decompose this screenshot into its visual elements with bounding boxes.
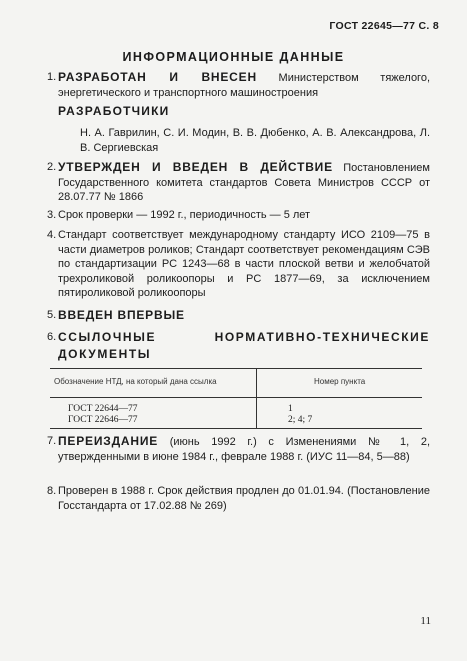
page-title: ИНФОРМАЦИОННЫЕ ДАННЫЕ [122,50,345,64]
item-lead: ВВЕДЕН ВПЕРВЫЕ [58,308,185,322]
item-lead: УТВЕРЖДЕН И ВВЕДЕН В ДЕЙСТВИЕ [58,160,333,174]
item-number: 2. [47,161,57,173]
table-cell-clause: 1 [288,404,293,414]
standard-header: ГОСТ 22645—77 С. 8 [329,20,439,32]
item-lead: ССЫЛОЧНЫЕ НОРМАТИВНО-ТЕХНИЧЕСКИЕ ДОКУМЕНТЫ [58,330,430,361]
item-number: 4. [47,229,57,241]
table-cell-doc: ГОСТ 22646—77 [68,415,138,425]
item-7 [47,434,430,464]
item-number: 3. [47,209,57,221]
item-6 [47,329,430,363]
table-col2-header: Номер пункта [314,377,366,386]
item-lead: РАЗРАБОТАН И ВНЕСЕН [58,70,257,84]
table-cell-clause: 2; 4; 7 [288,415,313,425]
table-bottom-rule [50,428,422,429]
table-col1-header: Обозначение НТД, на который дана ссылка [54,377,217,386]
item-lead: ПЕРЕИЗДАНИЕ [58,434,159,448]
item-text: Постановлением Государственного комитета стандартов Совета Министров СССР от 28.07.77 № 1866 [58,162,430,203]
item-text: Срок проверки — 1992 г., периодичность — 5 лет [58,209,311,221]
table-cell-doc: ГОСТ 22644—77 [68,404,138,414]
page-number: 11 [420,615,431,627]
item-text: Проверен в 1988 г. Срок действия продлен до 01.01.94. (Постановление Госстандарта от 17.02.88 № 269) [58,485,430,512]
table-top-rule [50,368,422,369]
item-4 [47,228,430,301]
item-3 [47,208,430,223]
table-header-rule [50,397,422,398]
item-8 [47,484,430,513]
item-number: 7. [47,435,57,447]
developers-label: РАЗРАБОТЧИКИ [58,104,170,118]
item-2 [47,160,430,205]
item-number: 1. [47,71,57,83]
item-number: 8. [47,485,57,497]
table-column-divider [256,368,257,428]
item-1 [47,70,430,100]
item-number: 5. [47,309,57,321]
item-number: 6. [47,331,57,343]
developers-list: Н. А. Гаврилин, С. И. Модин, В. В. Дюбенко, А. В. Александрова, Л. В. Сергиевская [80,127,430,154]
item-text: Стандарт соответствует международному стандарту ИСО 2109—75 в части диаметров роликов; Стандарт соответствует рекомендациям СЭВ по стандартизации PC 1243—68 в части плоской ветви и желобчатой трехроликовой роликоопоры и PC 1877—69, за исключением пятироликовой роликоопоры [58,229,430,299]
item-text: (июнь 1992 г.) с Изменениями № 1, 2, утвержденными в июне 1984 г., феврале 1988 г. (ИУС 11—84, 5—88) [58,436,430,463]
item-text: Министерством тяжелого, энергетического и транспортного машиностроения [58,72,430,99]
item-5 [47,308,430,324]
